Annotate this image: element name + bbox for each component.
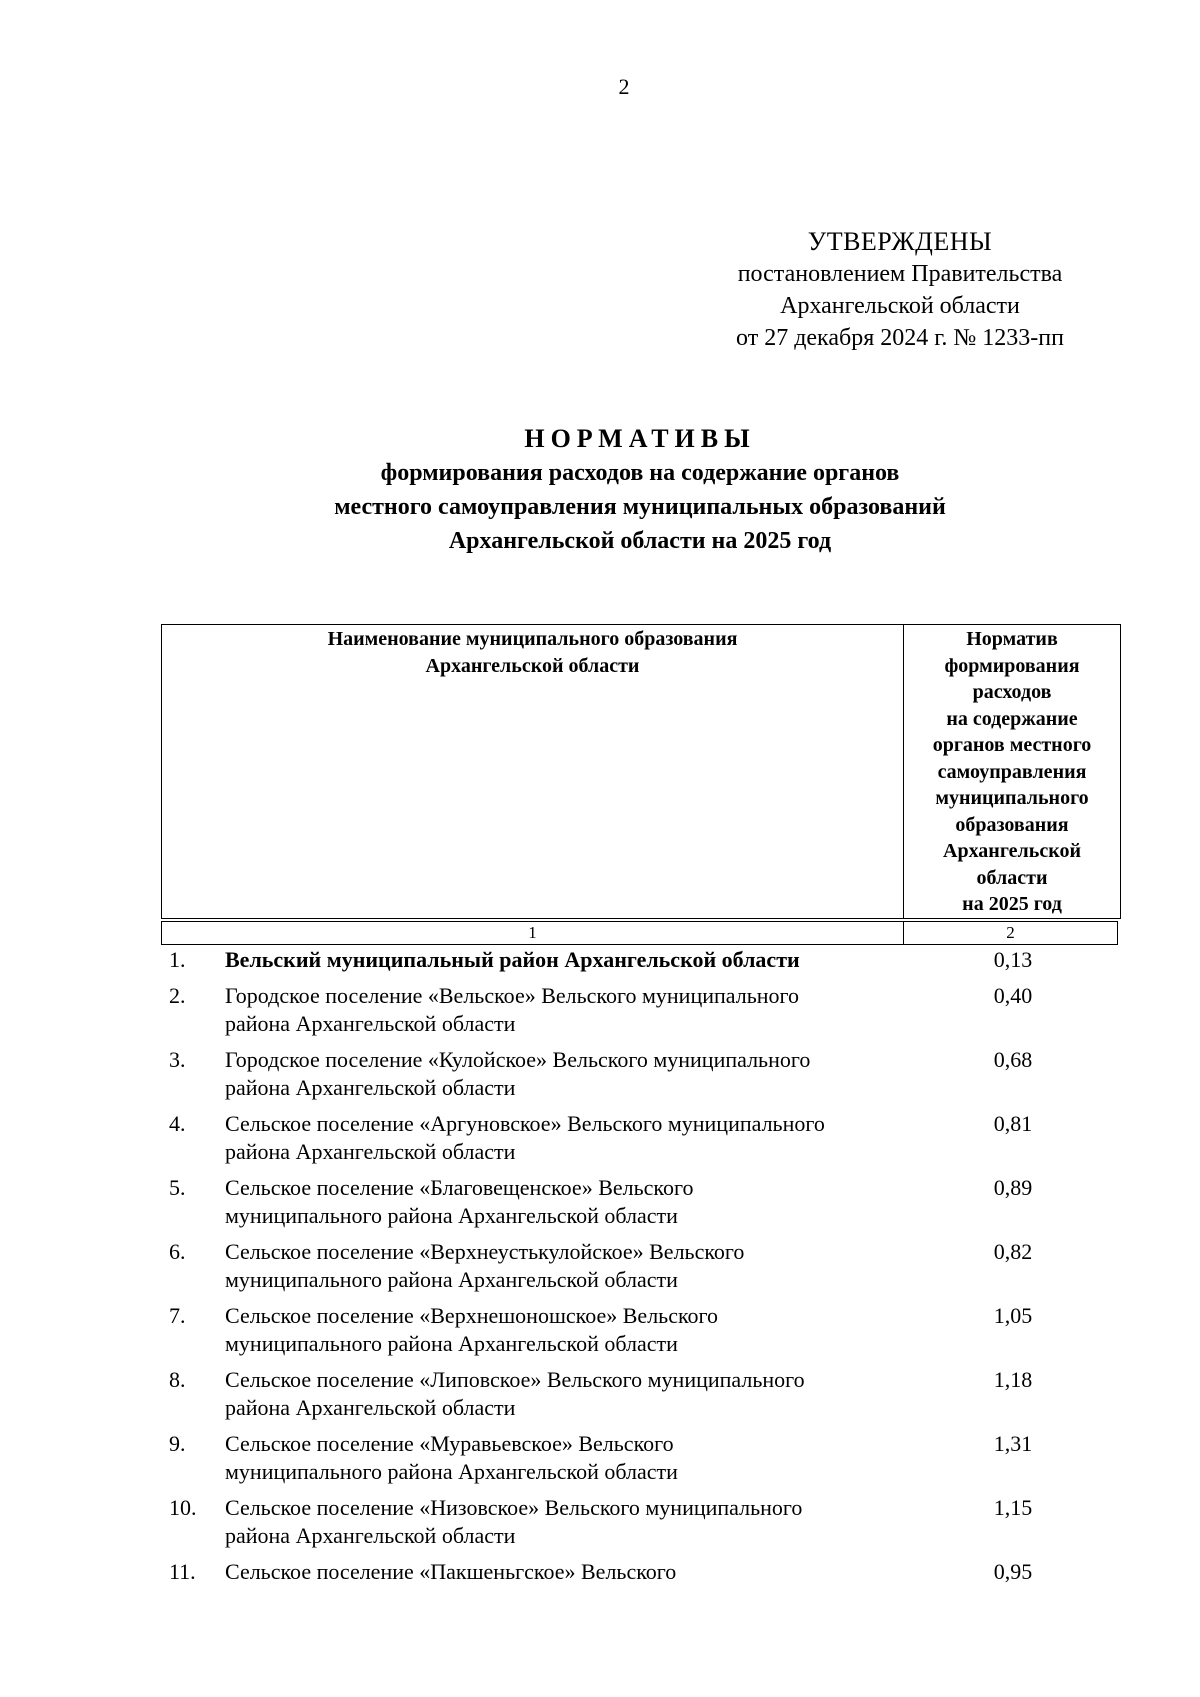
row-name-line: Сельское поселение «Благовещенское» Вельского (225, 1174, 694, 1200)
title-line: формирования расходов на содержание органов (380, 460, 900, 486)
row-name (225, 1430, 908, 1487)
row-number: 4. (169, 1110, 186, 1136)
row-name-line: района Архангельской области (225, 1075, 516, 1100)
row-name-line: Сельское поселение «Верхнешоношское» Вельского (225, 1302, 719, 1328)
table-row (161, 946, 1118, 975)
row-value: 0,68 (993, 1046, 1033, 1072)
column-header-name (162, 625, 904, 919)
title-line: Архангельской области на 2025 год (448, 528, 832, 554)
row-name-line: района Архангельской области (225, 1523, 516, 1548)
row-number: 5. (169, 1174, 186, 1200)
table-row (161, 1238, 1118, 1295)
row-value: 1,05 (993, 1302, 1033, 1328)
row-number: 2. (169, 982, 186, 1008)
row-name (225, 1494, 908, 1551)
table-row (161, 1110, 1118, 1167)
row-value: 0,13 (993, 947, 1033, 972)
row-name-line: Сельское поселение «Липовское» Вельского муниципального (225, 1366, 805, 1392)
row-name (225, 1238, 908, 1295)
header-line: образования (955, 813, 1069, 836)
table-row (161, 1174, 1118, 1231)
row-name-line: Городское поселение «Кулойское» Вельского муниципального (225, 1046, 811, 1072)
row-number: 9. (169, 1430, 186, 1456)
row-value: 0,95 (993, 1558, 1033, 1584)
row-number: 7. (169, 1302, 186, 1328)
header-line: самоуправления (937, 760, 1087, 783)
row-name (225, 1110, 908, 1167)
table-row (161, 1302, 1118, 1359)
row-name-line: Сельское поселение «Верхнеустькулойское» Вельского (225, 1238, 745, 1264)
approval-line: от 27 декабря 2024 г. № 1233-пп (736, 325, 1064, 351)
row-value: 1,18 (993, 1366, 1033, 1392)
row-name-line: района Архангельской области (225, 1139, 516, 1164)
row-name (225, 1046, 908, 1103)
header-line: Норматив (966, 628, 1058, 650)
approval-line: Архангельской области (780, 293, 1020, 319)
row-name (225, 1558, 908, 1587)
row-number: 6. (169, 1238, 186, 1264)
table-row (161, 1046, 1118, 1103)
row-name-line: муниципального района Архангельской области (225, 1203, 678, 1228)
row-value: 1,31 (993, 1430, 1033, 1456)
page-number: 2 (618, 74, 630, 99)
row-value: 0,40 (993, 982, 1033, 1008)
row-name-line: муниципального района Архангельской области (225, 1459, 678, 1484)
approval-heading: УТВЕРЖДЕНЫ (807, 227, 993, 256)
row-name-line: района Архангельской области (225, 1011, 516, 1036)
row-name-line: Городское поселение «Вельское» Вельского муниципального (225, 982, 799, 1008)
table-body (161, 946, 1118, 1593)
row-number: 3. (169, 1046, 186, 1072)
header-line: органов местного (932, 734, 1092, 756)
row-number: 1. (169, 947, 186, 972)
row-number: 11. (169, 1558, 196, 1584)
table-row (161, 982, 1118, 1039)
row-name-line: Сельское поселение «Муравьевское» Вельского (225, 1430, 674, 1456)
row-value: 1,15 (993, 1494, 1033, 1520)
column-index-2: 2 (904, 922, 1118, 945)
document-title (160, 422, 1120, 558)
row-name-line: Вельский муниципальный район Архангельской области (225, 947, 800, 972)
header-line: на содержание (946, 707, 1078, 730)
table-column-index (161, 921, 1118, 945)
row-value: 0,89 (993, 1174, 1033, 1200)
column-index-1: 1 (162, 922, 904, 945)
row-name (225, 982, 908, 1039)
row-name (225, 1174, 908, 1231)
row-value: 0,81 (993, 1110, 1033, 1136)
header-line: Архангельской области (425, 654, 640, 677)
row-name-line: муниципального района Архангельской области (225, 1267, 678, 1292)
row-name (225, 946, 908, 975)
row-value: 0,82 (993, 1238, 1033, 1264)
row-name-line: Сельское поселение «Пакшеньгское» Вельского (225, 1558, 677, 1584)
approval-line: постановлением Правительства (737, 261, 1063, 287)
row-number: 10. (169, 1494, 197, 1520)
header-line: расходов (972, 681, 1052, 703)
table-row (161, 1494, 1118, 1551)
row-number: 8. (169, 1366, 186, 1392)
header-line: на 2025 год (962, 893, 1062, 915)
table-row (161, 1430, 1118, 1487)
row-name (225, 1366, 908, 1423)
row-name (225, 1302, 908, 1359)
approval-block (680, 226, 1120, 354)
header-line: Архангельской (943, 840, 1081, 862)
table-header (161, 624, 1121, 919)
table-row (161, 1366, 1118, 1423)
row-name-line: Сельское поселение «Аргуновское» Вельского муниципального (225, 1110, 825, 1136)
header-line: Наименование муниципального образования (327, 628, 738, 650)
row-name-line: района Архангельской области (225, 1395, 516, 1420)
header-line: области (976, 866, 1048, 889)
table-row (161, 1558, 1118, 1587)
row-name-line: Сельское поселение «Низовское» Вельского муниципального (225, 1494, 803, 1520)
title-line: местного самоуправления муниципальных образований (334, 494, 946, 520)
title-heading: НОРМАТИВЫ (524, 424, 756, 453)
header-line: муниципального (935, 787, 1089, 809)
column-header-value (904, 625, 1121, 919)
header-line: формирования (944, 654, 1080, 677)
row-name-line: муниципального района Архангельской области (225, 1331, 678, 1356)
